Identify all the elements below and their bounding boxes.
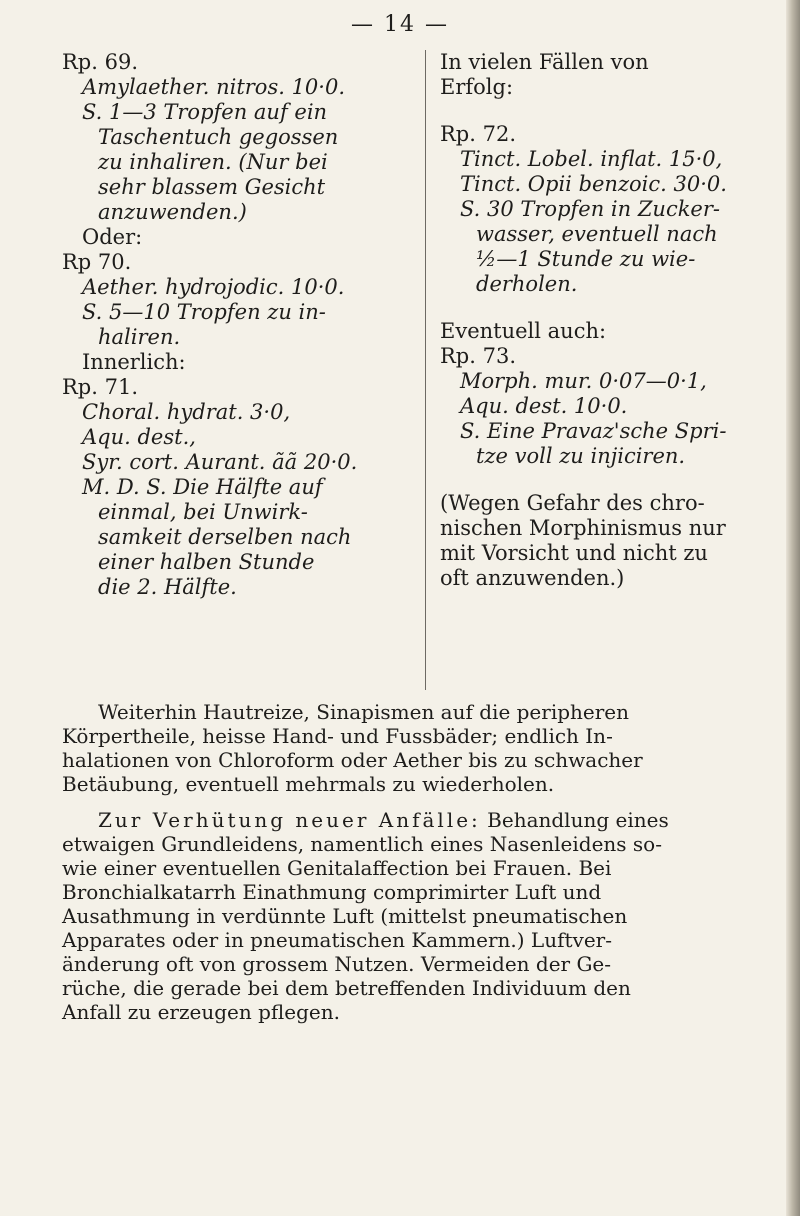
text-line: In vielen Fällen von [440, 50, 649, 74]
text-line: Aqu. dest. 10·0. [460, 394, 628, 418]
paragraph-line: änderung oft von grossem Nutzen. Vermeiden der Ge- [62, 952, 612, 976]
text-line: Amylaether. nitros. 10·0. [82, 75, 346, 99]
paragraph-line: Körpertheile, heisse Hand- und Fussbäder; endlich In- [62, 724, 613, 748]
text-line: tze voll zu injiciren. [476, 444, 686, 468]
paragraph-line: wie einer eventuellen Genitalaffection bei Frauen. Bei [62, 856, 612, 880]
right-column-prescriptions [440, 50, 770, 591]
paragraph-line: etwaigen Grundleidens, namentlich eines Nasenleidens so- [62, 832, 662, 856]
paragraph-first-line-rest: Behandlung eines [480, 808, 669, 832]
text-line: Tinct. Opii benzoic. 30·0. [460, 172, 727, 196]
text-line: Erfolg: [440, 75, 514, 99]
paragraph-line: Ausathmung in verdünnte Luft (mittelst pneumatischen [62, 904, 628, 928]
text-line: zu inhaliren. (Nur bei [98, 150, 328, 174]
spacer [440, 469, 770, 491]
text-line: (Wegen Gefahr des chro- [440, 491, 705, 515]
text-line: einmal, bei Unwirk- [98, 500, 308, 524]
column-divider [425, 50, 426, 690]
recipe-number: Rp. 73. [440, 344, 517, 368]
recipe-number: Rp. 69. [62, 50, 139, 74]
text-line: M. D. S. Die Hälfte auf [82, 475, 323, 499]
spacer [440, 100, 770, 122]
text-line: Innerlich: [82, 350, 186, 374]
text-line: Aether. hydrojodic. 10·0. [82, 275, 345, 299]
text-line: Syr. cort. Aurant. ãã 20·0. [82, 450, 358, 474]
spacer [440, 297, 770, 319]
paragraph-hautreize [62, 700, 762, 796]
adjacent-page-edge [786, 0, 800, 1216]
text-line: Choral. hydrat. 3·0, [82, 400, 291, 424]
text-line: Aqu. dest., [82, 425, 196, 449]
text-line: Morph. mur. 0·07—0·1, [460, 369, 707, 393]
text-line: nischen Morphinismus nur [440, 516, 726, 540]
text-line: Oder: [82, 225, 143, 249]
text-line: Eventuell auch: [440, 319, 607, 343]
body-text [62, 700, 762, 1024]
text-line: S. 5—10 Tropfen zu in- [82, 300, 326, 324]
paragraph-heading: Zur Verhütung neuer Anfälle: [98, 808, 481, 832]
text-line: ½—1 Stunde zu wie- [476, 247, 696, 271]
recipe-number: Rp. 72. [440, 122, 517, 146]
text-line: S. 1—3 Tropfen auf ein [82, 100, 328, 124]
text-line: einer halben Stunde [98, 550, 315, 574]
text-line: Tinct. Lobel. inflat. 15·0, [460, 147, 723, 171]
text-line: oft anzuwenden.) [440, 566, 625, 590]
paragraph-line: Apparates oder in pneumatischen Kammern.) Luftver- [62, 928, 612, 952]
recipe-number: Rp 70. [62, 250, 132, 274]
paragraph-line: Bronchialkatarrh Einathmung comprimirter Luft und [62, 880, 602, 904]
paragraph-line: Anfall zu erzeugen pflegen. [62, 1000, 340, 1024]
page-number: — 14 — [351, 12, 449, 37]
text-line: derholen. [476, 272, 578, 296]
text-line: S. 30 Tropfen in Zucker- [460, 197, 720, 221]
paragraph-verhuetung [62, 808, 762, 1024]
paragraph-line: halationen von Chloroform oder Aether bis zu schwacher [62, 748, 643, 772]
recipe-number: Rp. 71. [62, 375, 139, 399]
text-line: S. Eine Pravaz'sche Spri- [460, 419, 727, 443]
text-line: sehr blassem Gesicht [98, 175, 326, 199]
text-line: wasser, eventuell nach [476, 222, 718, 246]
paragraph-line: Weiterhin Hautreize, Sinapismen auf die peripheren [98, 700, 630, 724]
left-column-prescriptions [62, 50, 417, 600]
text-line: haliren. [98, 325, 181, 349]
text-line: mit Vorsicht und nicht zu [440, 541, 708, 565]
paragraph-line: Betäubung, eventuell mehrmals zu wiederholen. [62, 772, 555, 796]
text-line: anzuwenden.) [98, 200, 247, 224]
text-line: samkeit derselben nach [98, 525, 352, 549]
text-line: die 2. Hälfte. [98, 575, 237, 599]
text-line: Taschentuch gegossen [98, 125, 339, 149]
paragraph-line: rüche, die gerade bei dem betreffenden Individuum den [62, 976, 631, 1000]
